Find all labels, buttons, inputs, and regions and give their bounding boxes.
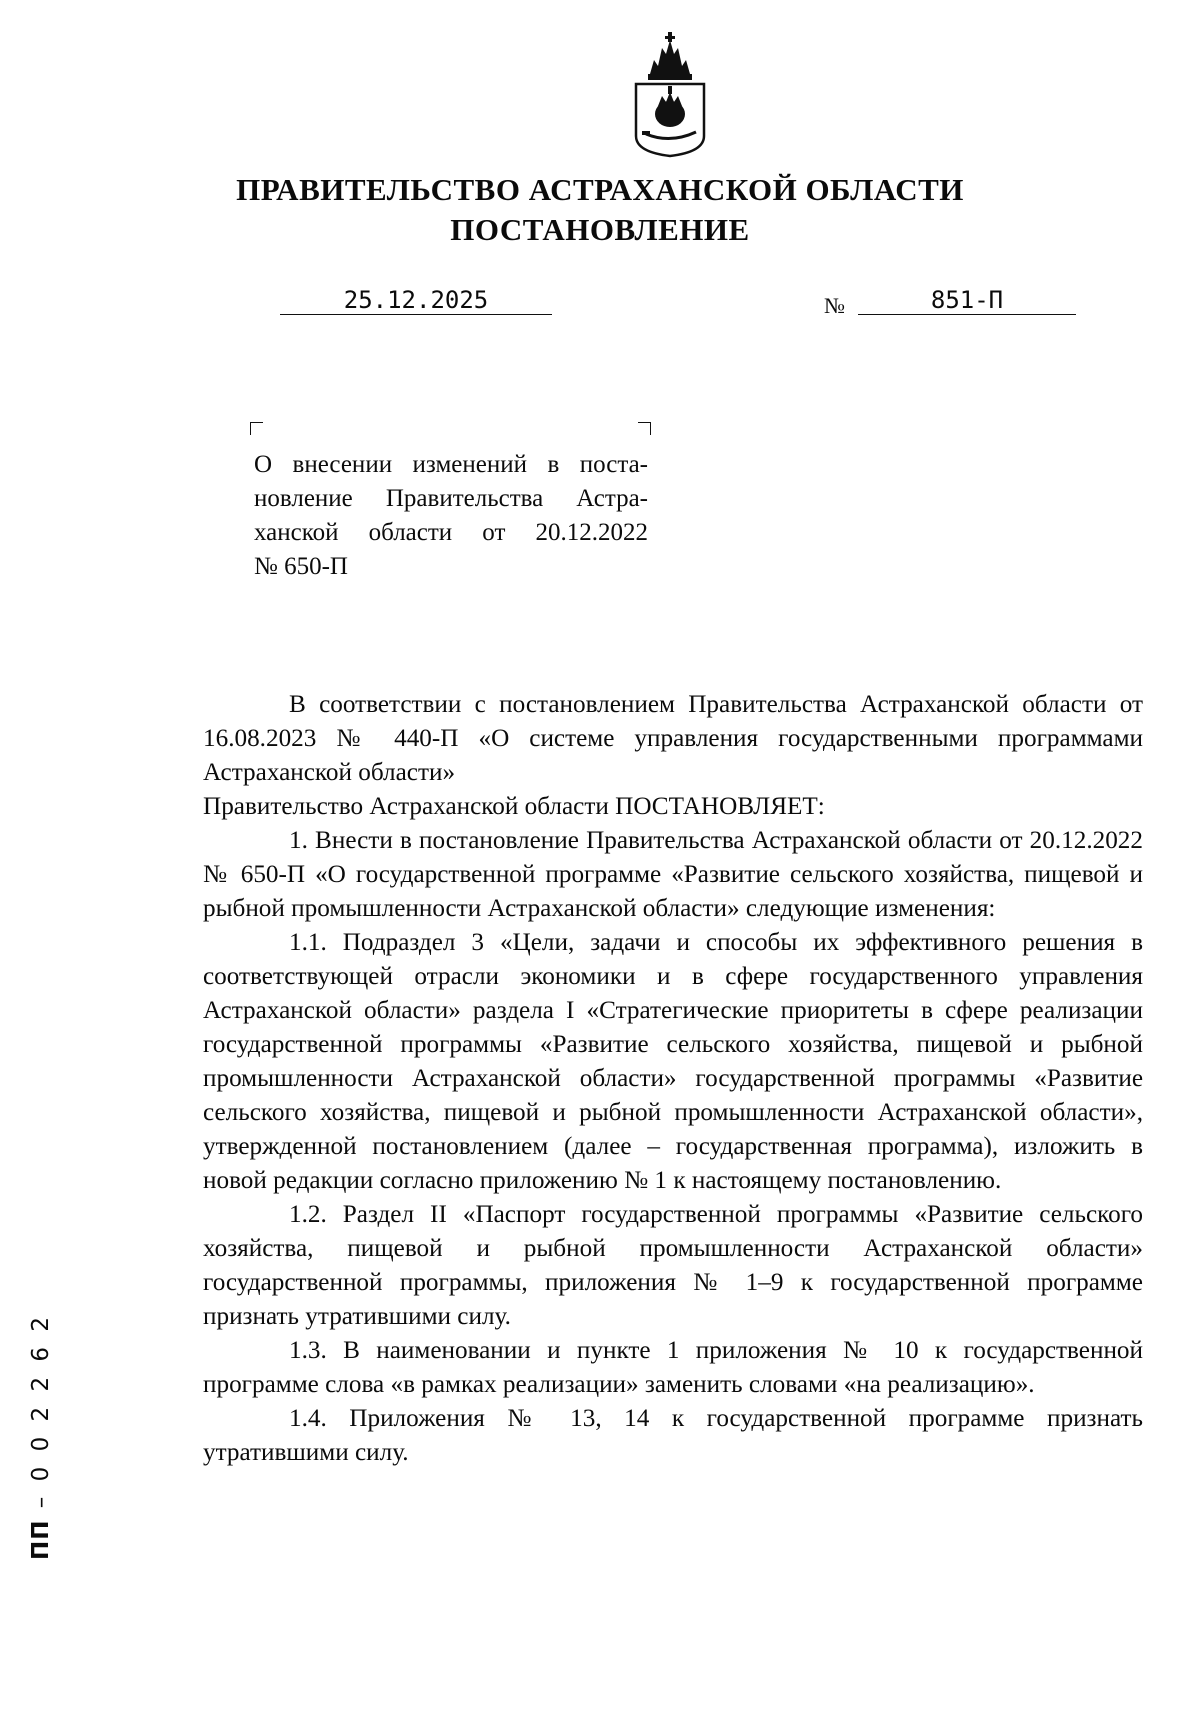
item-1-4-paragraph: 1.4. Приложения № 13, 14 к государственной программе признать утратившими силу. (203, 1405, 1143, 1466)
document-subject (254, 448, 648, 584)
serial-prefix: ПП (28, 1519, 54, 1560)
subject-line: новление Правительства Астра- (254, 485, 648, 512)
registration-date: 25.12.2025 (280, 286, 552, 315)
item-1-paragraph: 1. Внести в постановление Правительства Астраханской области от 20.12.2022 № 650-П «О государственной программе «Развитие сельского хозяйства, пищевой и рыбной промышленности Астраханской области» следующие изменения: (203, 827, 1143, 922)
serial-digits: – 0 0 2 2 6 2 (28, 1313, 54, 1520)
subject-line: № 650-П (254, 553, 348, 580)
item-1-1-paragraph: 1.1. Подраздел 3 «Цели, задачи и способы их эффективного решения в соответствующей отрасли экономики и в сфере государственного управления Астраханской области» раздела I «Стратегические приоритеты в сфере реализации государственной программы «Развитие сельского хозяйства, пищевой и рыбной промышленности Астраханской области» государственной программы «Развитие сельского хозяйства, пищевой и рыбной промышленности Астраханской области», утвержденной постановлением (далее – государственная программа), изложить в новой редакции согласно приложению № 1 к настоящему постановлению. (203, 929, 1143, 1194)
org-name: ПРАВИТЕЛЬСТВО АСТРАХАНСКОЙ ОБЛАСТИ (236, 172, 964, 207)
subject-bracket-right (638, 422, 651, 435)
doc-type: ПОСТАНОВЛЕНИЕ (450, 212, 750, 247)
astrakhan-coat-of-arms-icon (628, 28, 712, 158)
blank-serial-number (28, 1313, 54, 1560)
item-1-3-paragraph: 1.3. В наименовании и пункте 1 приложения № 10 к государственной программе слова «в рамках реализации» заменить словами «на реализацию». (203, 1337, 1143, 1398)
preamble-paragraph: В соответствии с постановлением Правительства Астраханской области от 16.08.2023 № 440-П «О системе управления государственными программами Астраханской области» (203, 691, 1143, 786)
document-body (203, 688, 1143, 1470)
item-1-2-paragraph: 1.2. Раздел II «Паспорт государственной программы «Развитие сельского хозяйства, пищевой и рыбной промышленности Астраханской области» государственной программы, приложения № 1–9 к государственной программе признать утратившими силу. (203, 1201, 1143, 1330)
document-header (0, 170, 1200, 250)
registration-number: 851-П (858, 286, 1076, 315)
subject-line: О внесении изменений в поста- (254, 451, 648, 478)
subject-bracket-left (250, 422, 263, 435)
number-sign: № (824, 293, 845, 318)
resolution-clause: Правительство Астраханской области ПОСТАНОВЛЯЕТ: (203, 793, 825, 820)
subject-line: ханской области от 20.12.2022 (254, 519, 648, 546)
